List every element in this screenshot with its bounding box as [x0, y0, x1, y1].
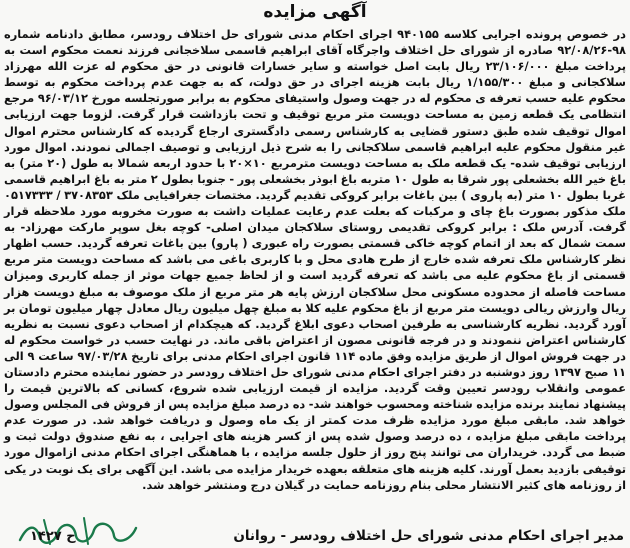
- notice-title: آگهی مزایده: [263, 2, 367, 22]
- ad-code: ح ۱۴۲۷: [30, 529, 76, 544]
- notice-body: در خصوص پرونده اجرایی کلاسه ۹۴۰۱۵۵ اجرای احکام مدنی شورای حل اختلاف رودسر، مطابق دادنامه شماره ۹۸-۹۲/۰۸/۲۶ صادره از شورای حل اختلاف واجرگاه آقای ابراهیم قاسمی سلاخجانی فرزند نعمت محکوم است به پرداخت مبلغ ۲۳/۱۰۶/۰۰۰ ریال بابت اصل خواسته و سایر خسارات قانونی در حق محکوم له عزت الله مهرزاد سلاکجانی و مبلغ ۱/۱۵۵/۳۰۰ ریال بابت هزینه اجرای در حق دولت، که به جهت عدم پرداخت محکوم به توسط محکوم علیه حسب تعرفه ی محکوم له در جهت وصول واستیفای محکوم به برابر صورتجلسه مورخ ۹۶/۰۳/۱۲ مرجع انتظامی یک قطعه زمین به مساحت دویست متر مربع توقیف و تحت بازداشت قرار گرفت. لزوما جهت ارزیابی اموال توقیف شده طبق دستور قضایی به کارشناس رسمی دادگستری ارجاع گردیده که کارشناس محترم اموال غیر منقول محکوم علیه ابراهیم قاسمی سلاکجانی را به شرح ذیل ارزیابی و توصیف اجمالی نمودند. اموال مورد ارزیابی توقیف شده- یک قطعه ملک به مساحت دویست مترمربع ۱۰×۲۰ با حدود اربعه شمالا به طول (۲۰ متر) به باغ خیر الله بخشعلی پور شرقا به طول ۱۰ متربه باغ ابوذر بخشعلی پور - جنوبا بطول ۲ متر به باغ ابراهیم قاسمی غربا بطول ۱۰ متر (به پاروی ) بین باغات برابر کروکی تقدیم گردید. مختصات جغرافیایی ملک ۳۷۰۸۳۵۳ / ۰۵۱۷۳۳۳ ملک مذکور بصورت باغ چای و مرکبات که بعلت عدم رعایت عملیات داشت به صورت مخروبه مورد ملاحظه قرار گرفت. آدرس ملک : برابر کروکی تقدیمی روستای سلاکجان میدان اصلی- کوچه بغل سوپر مارکت مهرزاد- به سمت شمال که بعد از اتمام کوچه خاکی قسمتی بصورت راه عبوری ( پارو) بین باغات تعرفه گردید. حسب اظهار نظر کارشناس ملک تعرفه شده خارج از طرح هادی محل و با کاربری باغی می باشد که مساحت دویست متر مربع قسمتی از باغ محکوم علیه می باشد که تعرفه گردید است و از لحاظ جمیع جهات موثر از جمله کاربری ومیزان مساحت فاصله از محدوده مسکونی محل سلاکجان ارزش پایه هر متر مربع از ملک موصوف به مبلغ دویست هزار ریال وارزش ریالی دویست متر مربع از باغ محکوم علیه کلا به مبلغ چهل میلیون ریال معادل چهار میلیون تومان بر آورد گردید. نظریه کارشناسی به طرفین اصحاب دعوی ابلاغ گردید. که هیچکدام از اصحاب دعوی نسبت به نظریه کارشناس اعتراض ننمودند و در فرجه قانونی مصون از اعتراض باقی ماند. در نهایت حسب در خواست محکوم له در جهت فروش اموال از طریق مزایده وفق ماده ۱۱۴ قانون اجرای احکام مدنی برای تاریخ ۹۷/۰۳/۲۸ ساعت ۹ الی ۱۱ صبح ۱۳۹۷ روز دوشنبه در دفتر اجرای احکام مدنی شورای حل اختلاف رودسر در حضور نماینده محترم دادستان عمومی وانقلاب رودسر تعیین وقت گردید. مزایده از قیمت ارزیابی شده شروع، کسانی که بالاترین قیمت را پیشنهاد نمایند برنده مزایده شناخته ومحسوب خواهند شد- ده درصد مبلغ مزایده پس از فروش فی المجلس وصول خواهد شد. مابقی مبلغ مورد مزایده ظرف مدت کمتر از یک ماه وصول و دریافت خواهد شد. در صورت عدم پرداخت مابقی مبلغ مزایده ، ده درصد وصول شده پس از کسر هزینه های اجرایی ، به نفع صندوق دولت ثبت و ضبط می گردد. خریداران می توانند پنج روز از حلول جلسه مزایده ، با هماهنگی اجرای احکام مدنی ازاموال مورد توقیفی بازدید بعمل آورند. کلیه هزینه های متعلقه بعهده خریدار مزایده می باشد. این آگهی برای یک نوبت در یکی از روزنامه های کثیر الانتشار محلی بنام روزنامه حمایت در گیلان درج ومنتشر خواهد شد.: [4, 27, 627, 492]
- issuer-signature: مدیر اجرای احکام مدنی شورای حل اختلاف رودسر - روانان: [233, 528, 624, 544]
- notice-footer: [6, 528, 624, 544]
